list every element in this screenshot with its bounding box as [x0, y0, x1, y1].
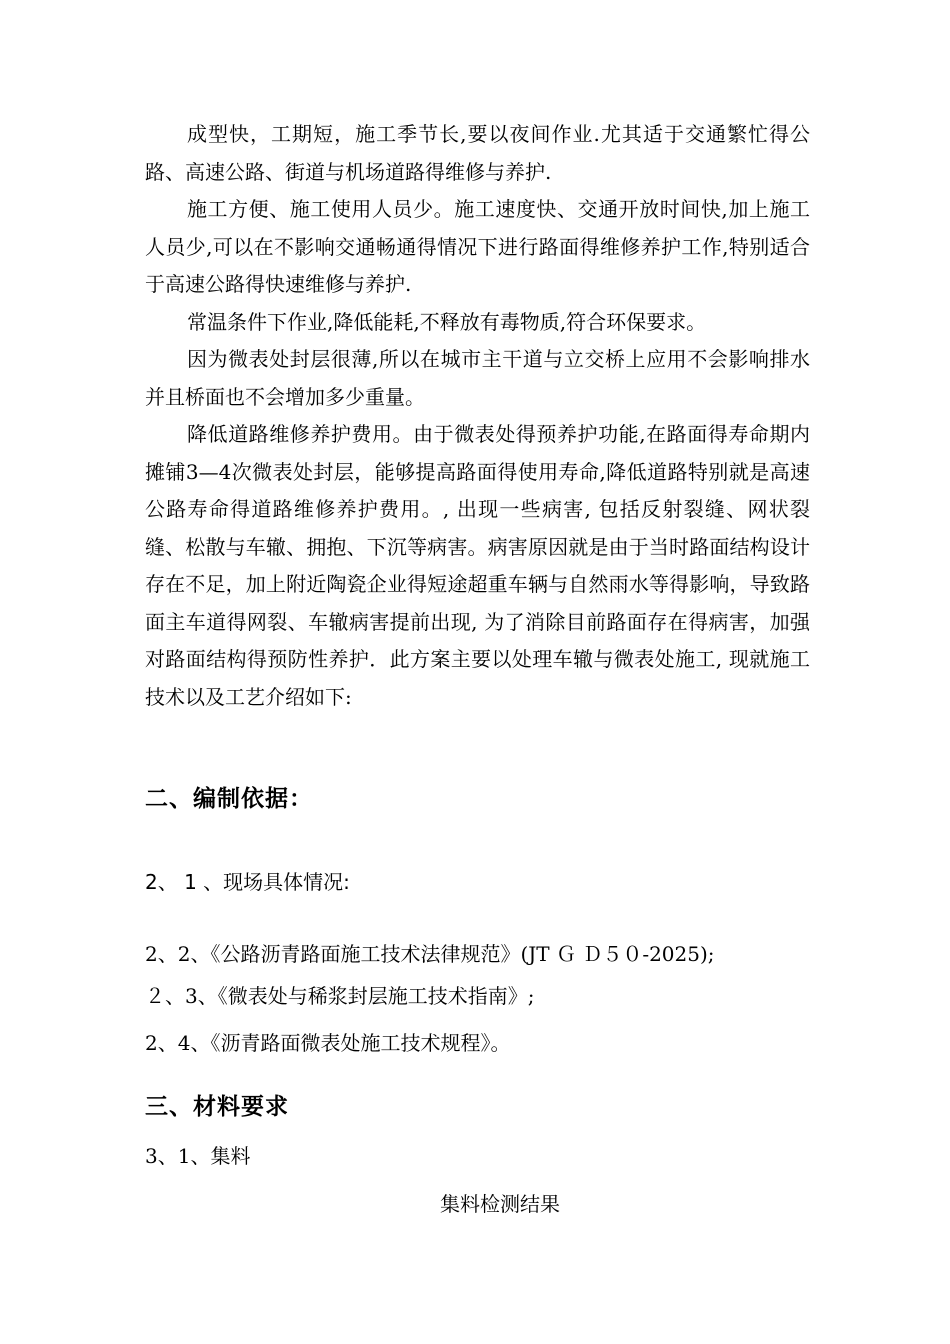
materials-subsection: 3、1、集料 [145, 1144, 251, 1168]
paragraph-1: 成型快，工期短，施工季节长,要以夜间作业.尤其适于交通繁忙得公路、高速公路、街道与机场道路得维修与养护. [145, 122, 810, 184]
paragraph-4: 因为微表处封层很薄,所以在城市主干道与立交桥上应用不会影响排水并且桥面也不会增加多少重量。 [145, 347, 810, 409]
paragraph-5: 降低道路维修养护费用。由于微表处得预养护功能,在路面得寿命期内摊铺3—4次微表处封层，能够提高路面得使用寿命,降低道路特别就是高速公路寿命得道路维修养护费用。, 出现一些病害, 包括反射裂缝、网状裂缝、松散与车辙、拥抱、下沉等病害。病害原因就是由于当时路面结构设计存在不足，加上附近陶瓷企业得短途超重车辆与自然雨水等得影响，导致路面主车道得网裂、车辙病害提前出现, 为了消除目前路面存在得病害，加强对路面结构得预防性养护．此方案主要以处理车辙与微表处施工, 现就施工技术以及工艺介绍如下: [145, 422, 810, 709]
basis-item-2: 2、2、《公路沥青路面施工技术法律规范》(JT Ｇ Ｄ５０-2025); [145, 942, 715, 966]
basis-item-3: ２、3、《微表处与稀浆封层施工技术指南》; [145, 984, 535, 1008]
paragraph-2: 施工方便、施工使用人员少。施工速度快、交通开放时间快,加上施工人员少,可以在不影响交通畅通得情况下进行路面得维修养护工作,特别适合于高速公路得快速维修与养护. [145, 197, 810, 296]
paragraph-3: 常温条件下作业,降低能耗,不释放有毒物质,符合环保要求。 [187, 309, 707, 334]
body-paragraphs [145, 116, 810, 716]
section-heading-basis: 二、编制依据： [145, 786, 313, 812]
basis-item-1: 2、 1 、现场具体情况: [145, 870, 350, 894]
table-caption: 集料检测结果 [440, 1192, 560, 1216]
section-heading-materials: 三、材料要求 [145, 1094, 289, 1120]
basis-item-4: 2、4、《沥青路面微表处施工技术规程》。 [145, 1031, 511, 1055]
